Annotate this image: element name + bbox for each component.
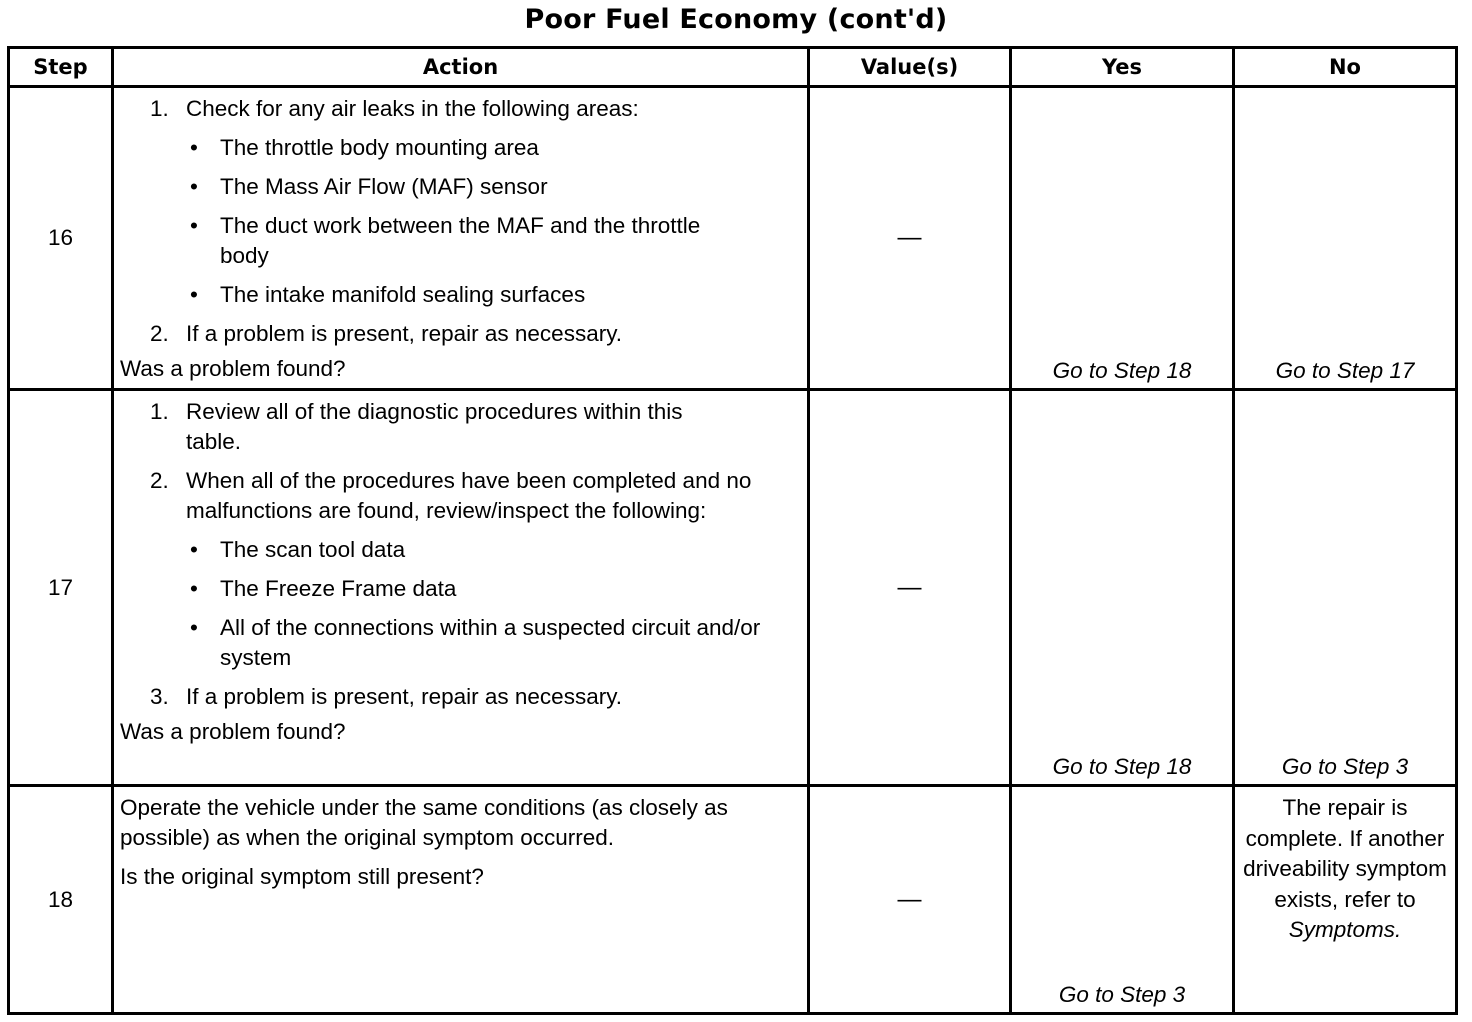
no-cell <box>1234 786 1457 1014</box>
instruction-text: Operate the vehicle under the same conditions (as closely as possible) as when the original symptom occurred. <box>120 795 728 850</box>
step-number: 17 <box>9 390 113 786</box>
bullet-icon: • <box>190 537 198 562</box>
action-cell <box>113 390 809 786</box>
step-number: 16 <box>9 87 113 390</box>
question: Is the original symptom still present? <box>120 864 484 889</box>
list-item: 3. If a problem is present, repair as necessary. <box>150 684 623 709</box>
table-row <box>9 87 1457 390</box>
bullet-icon: • <box>190 174 198 199</box>
list-item: • All of the connections within a suspected circuit and/or system <box>190 615 761 670</box>
bullet-icon: • <box>190 135 198 160</box>
no-cell: Go to Step 17 <box>1234 87 1457 390</box>
table-row <box>9 786 1457 1014</box>
bullet-icon: • <box>190 615 198 640</box>
action-cell <box>113 786 809 1014</box>
header-values: Value(s) <box>809 48 1011 87</box>
bullet-icon: • <box>190 213 198 238</box>
header-yes: Yes <box>1011 48 1234 87</box>
yes-cell: Go to Step 18 <box>1011 390 1234 786</box>
bullet-icon: • <box>190 282 198 307</box>
no-cell-text: The repair is complete. If another driveability symptom exists, refer to <box>1243 795 1447 912</box>
action-cell <box>113 87 809 390</box>
list-item: • The intake manifold sealing surfaces <box>120 280 801 310</box>
list-item: 1. Review all of the diagnostic procedures within this table. <box>150 399 683 454</box>
header-action: Action <box>113 48 809 87</box>
question: Was a problem found? <box>120 719 346 744</box>
list-item: 2. When all of the procedures have been completed and no malfunctions are found, review/inspect the following: <box>150 468 752 523</box>
header-no: No <box>1234 48 1457 87</box>
no-cell: Go to Step 3 <box>1234 390 1457 786</box>
list-item: • The duct work between the MAF and the throttle body <box>190 213 701 268</box>
value-cell: — <box>809 786 1011 1014</box>
header-step: Step <box>9 48 113 87</box>
page-title: Poor Fuel Economy (cont'd) <box>524 4 948 35</box>
bullet-icon: • <box>190 576 198 601</box>
yes-cell: Go to Step 18 <box>1011 87 1234 390</box>
step-number: 18 <box>9 786 113 1014</box>
list-item: • The throttle body mounting area <box>120 133 801 163</box>
value-cell: — <box>809 390 1011 786</box>
symptoms-link: Symptoms. <box>1288 917 1402 942</box>
table-row <box>9 390 1457 786</box>
list-item: • The Freeze Frame data <box>120 574 801 604</box>
question: Was a problem found? <box>120 356 346 381</box>
list-item: 2. If a problem is present, repair as necessary. <box>150 321 623 346</box>
list-item: • The Mass Air Flow (MAF) sensor <box>120 172 801 202</box>
list-item: 1. Check for any air leaks in the following areas: <box>150 96 639 121</box>
header-row <box>9 48 1457 87</box>
yes-cell: Go to Step 3 <box>1011 786 1234 1014</box>
diagnostic-table <box>7 46 1458 1015</box>
list-item: • The scan tool data <box>120 535 801 565</box>
value-cell: — <box>809 87 1011 390</box>
